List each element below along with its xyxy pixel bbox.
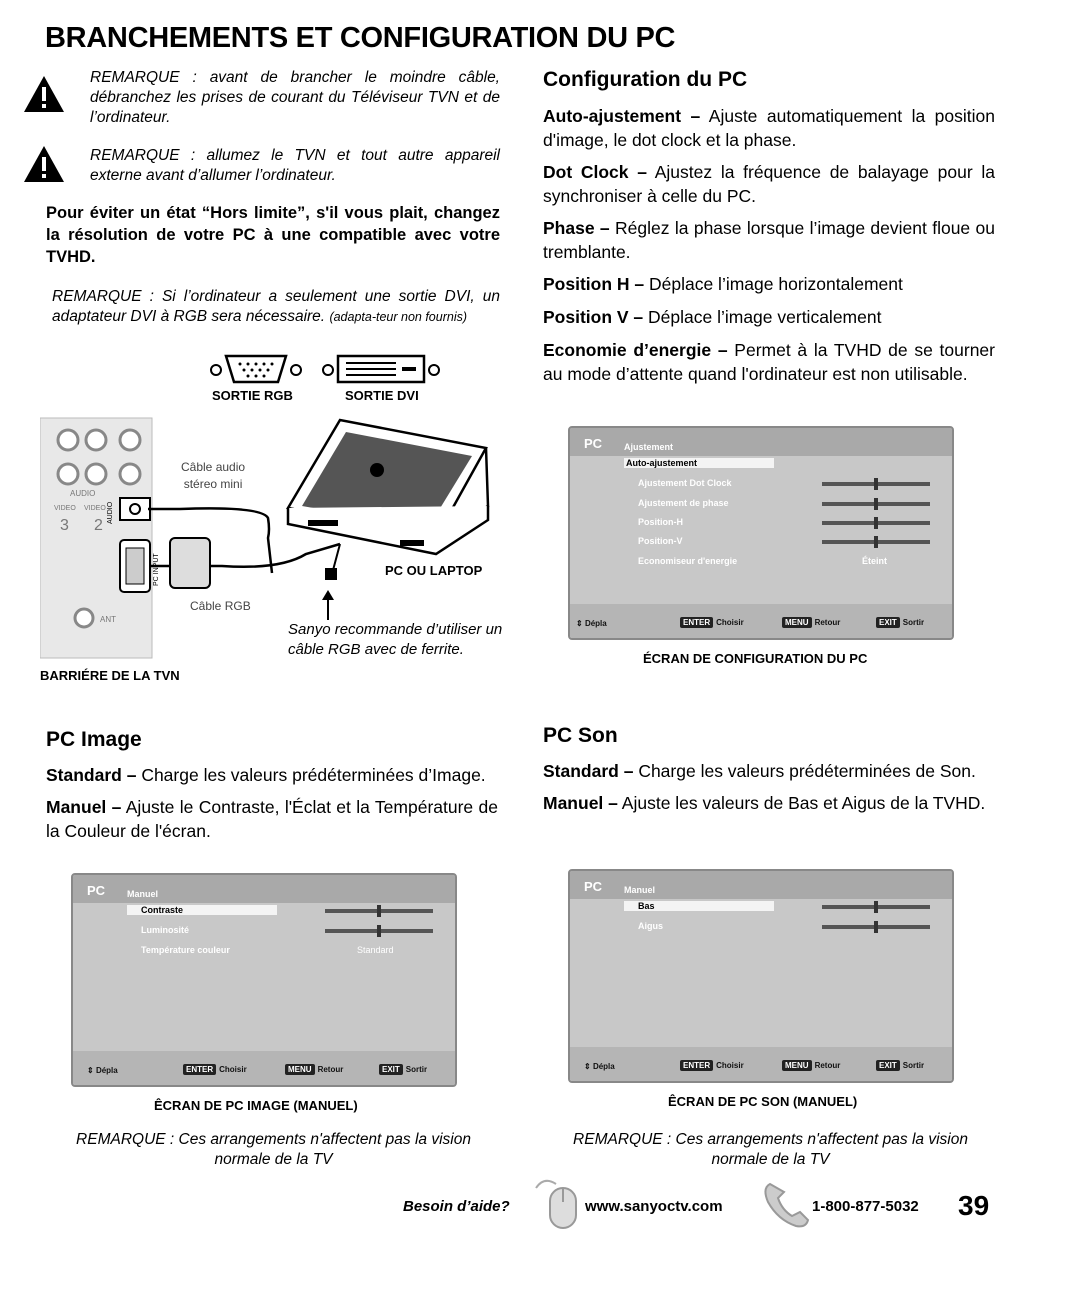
svg-text:VIDEO: VIDEO [84,505,106,512]
pc-image-heading: PC Image [46,728,142,751]
svg-text:ANT: ANT [100,615,116,624]
dvi-port-icon [323,356,439,382]
sortie-rgb-label: SORTIE RGB [212,388,293,403]
config-item: Auto-ajustement – Ajuste automatiquement la position d'image, le dot clock et la phase. [543,106,995,150]
screen-pc-son: PC Manuel Bas Aigus ⇕ Dépla ENTER Choisir MENU Retour EXIT Sortir [568,869,954,1083]
pc-image-list [46,763,498,843]
pc-son-heading: PC Son [543,724,618,747]
tv-panel [40,418,152,658]
config-screen-caption: ÉCRAN DE CONFIGURATION DU PC [643,651,868,666]
warning-icon [22,144,66,184]
help-label: Besoin d’aide? [403,1198,510,1215]
note-power-on: REMARQUE : allumez le TVN et tout autre appareil externe avant d’allumer l’ordinateur. [90,147,500,184]
config-pc-list [543,104,995,386]
son-note: REMARQUE : Ces arrangements n'affectent pas la vision normale de la TV [573,1131,968,1168]
config-item: Position V – Déplace l’image verticalement [543,307,882,327]
screen-pc-image: PC Manuel Contraste Luminosité Température couleur Standard ⇕ Dépla ENTER Choisir MENU Retour EXIT Sortir [71,873,457,1087]
barriere-label: BARRIÉRE DE LA TVN [40,668,180,683]
sanyo-note: Sanyo recommande d’utiliser un câble RGB avec de ferrite. [288,621,503,658]
cable-audio-label: Câble audio stéreo mini [181,460,246,491]
svg-text:2: 2 [94,517,103,534]
image-item: Standard – Charge les valeurs prédéterminées d’Image. [46,765,486,785]
image-item: Manuel – Ajuste le Contraste, l'Éclat et la Température de la Couleur de l'écran. [46,797,498,841]
config-item: Phase – Réglez la phase lorsque l’image devient floue ou tremblante. [543,218,995,262]
note-dvi: REMARQUE : Si l’ordinateur a seulement une sortie DVI, un adaptateur DVI à RGB sera nécessaire. (adapta-teur non fournis) [52,288,500,325]
config-pc-heading: Configuration du PC [543,68,748,91]
website-link[interactable]: www.sanyoctv.com [585,1198,723,1215]
phone-icon [762,1178,812,1230]
son-item: Standard – Charge les valeurs prédéterminées de Son. [543,761,976,781]
page-number: 39 [958,1190,990,1221]
laptop-icon [288,420,488,554]
cable-rgb-label: Câble RGB [190,599,251,613]
svg-text:AUDIO: AUDIO [107,501,114,524]
mouse-icon [530,1174,582,1232]
svg-text:3: 3 [60,517,69,534]
screen-config-pc: PC Ajustement Auto-ajustement Ajustement Dot Clock Ajustement de phase Position-H Position-V Economiseur d'energie Éteint ⇕ Dépla ENTER Choisir MENU Retour EXIT Sortir [568,426,954,640]
son-item: Manuel – Ajuste les valeurs de Bas et Aigus de la TVHD. [543,793,986,813]
config-item: Dot Clock – Ajustez la fréquence de balayage pour la synchroniser à celle du PC. [543,162,995,206]
rgb-port-icon [211,356,301,382]
resolution-warning: Pour éviter un état “Hors limite”, s'il vous plait, changez la résolution de votre PC à une compatible avec votre TVHD. [46,204,500,266]
phone-number: 1-800-877-5032 [812,1198,919,1215]
image-screen-caption: ÊCRAN DE PC IMAGE (MANUEL) [154,1098,358,1113]
svg-text:VIDEO: VIDEO [54,505,76,512]
son-screen-caption: ÊCRAN DE PC SON (MANUEL) [668,1094,858,1109]
config-item: Economie d’energie – Permet à la TVHD de se tourner au mode d’attente quand l'ordinateur est non utilisable. [543,340,995,384]
svg-text:AUDIO: AUDIO [70,489,96,498]
svg-text:PC INPUT: PC INPUT [153,553,160,586]
page-title: BRANCHEMENTS ET CONFIGURATION DU PC [45,22,676,54]
image-note: REMARQUE : Ces arrangements n'affectent pas la vision normale de la TV [76,1131,471,1168]
config-item: Position H – Déplace l’image horizontalement [543,274,903,294]
pc-laptop-label: PC OU LAPTOP [385,563,483,578]
sortie-dvi-label: SORTIE DVI [345,388,419,403]
menu-row-selected[interactable]: Auto-ajustement [624,458,774,468]
warning-icon [22,74,66,114]
pc-son-list [543,759,995,815]
note-unplug: REMARQUE : avant de brancher le moindre câble, débranchez les prises de courant du Téléviseur TVN et de l’ordinateur. [90,69,500,126]
